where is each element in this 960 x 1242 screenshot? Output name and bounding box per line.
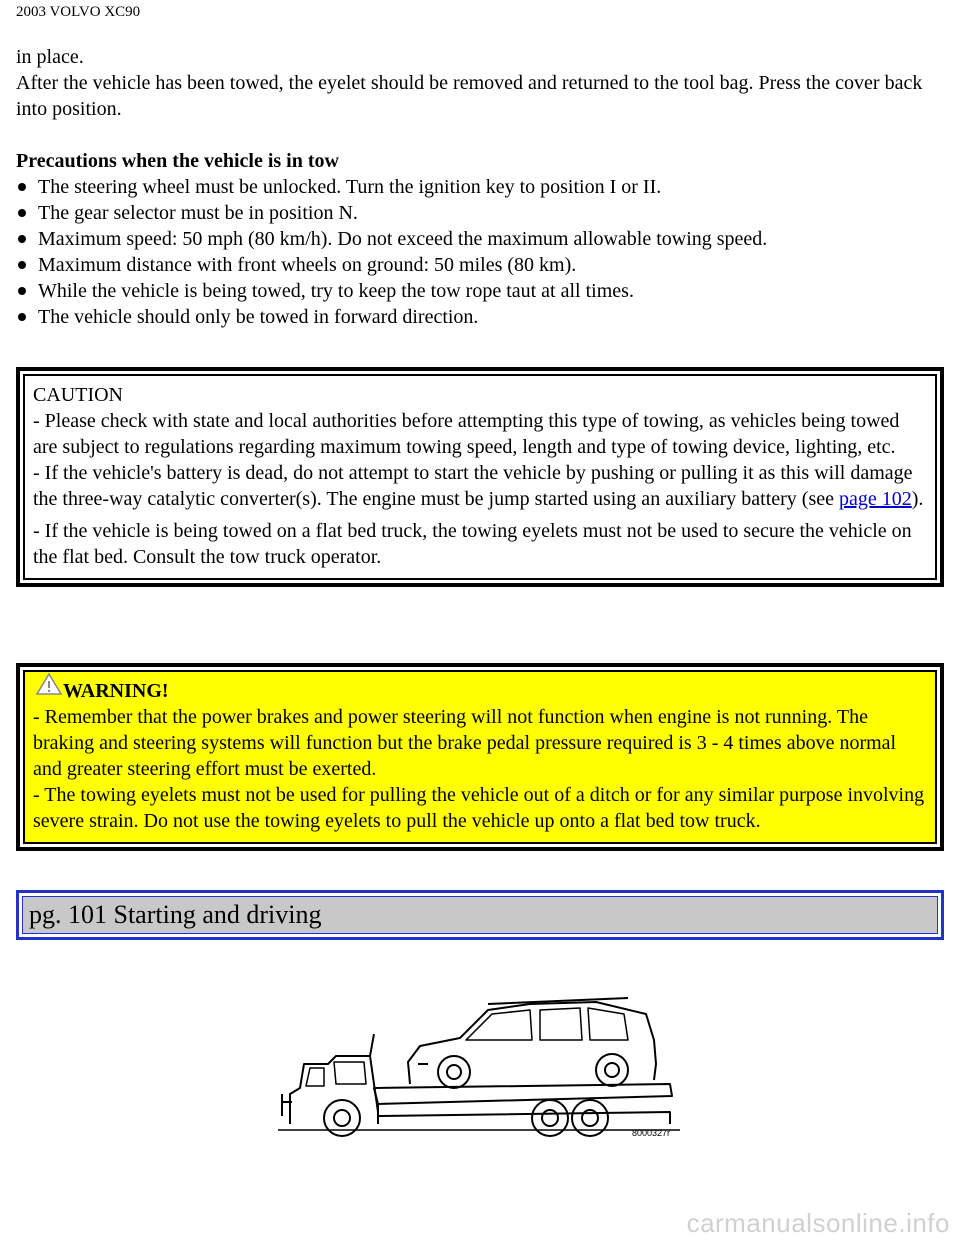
warning-paragraph-2: - The towing eyelets must not be used for pulling the vehicle out of a ditch or for any similar purpose involving severe strain. Do not use the towing eyelets to pull the vehicle up onto a flat bed tow truck. [33, 784, 925, 832]
list-item: While the vehicle is being towed, try to keep the tow rope taut at all times. [16, 278, 944, 304]
running-head: 2003 VOLVO XC90 [16, 4, 141, 20]
list-item: The gear selector must be in position N. [16, 200, 944, 226]
caution-title: CAUTION [33, 384, 123, 406]
page-102-link[interactable]: page 102 [839, 488, 912, 510]
figure-code: 8000327r [632, 1128, 671, 1138]
intro-line-2: After the vehicle has been towed, the eyelet should be removed and returned to the tool bag. Press the cover back into position. [16, 72, 923, 120]
caution-inner [23, 374, 937, 580]
caution-paragraph-3: - If the vehicle is being towed on a flat bed truck, the towing eyelets must not be used to secure the vehicle on the flat bed. Consult the tow truck operator. [33, 520, 912, 568]
precautions-list [16, 174, 944, 330]
intro-line-1: in place. [16, 46, 84, 68]
caution-paragraph-2 [33, 460, 927, 512]
warning-inner [23, 670, 937, 844]
page-section-header [16, 890, 944, 940]
watermark: carmanualsonline.info [686, 1208, 950, 1238]
warning-box [16, 663, 944, 851]
flatbed-tow-truck-illustration [278, 984, 680, 1144]
list-item: Maximum speed: 50 mph (80 km/h). Do not exceed the maximum allowable towing speed. [16, 226, 944, 252]
warning-triangle-icon [35, 672, 63, 696]
list-item: Maximum distance with front wheels on ground: 50 miles (80 km). [16, 252, 944, 278]
caution-box [16, 367, 944, 587]
warning-paragraph-1: - Remember that the power brakes and power steering will not function when engine is not running. The braking and steering systems will function but the brake pedal pressure required is 3 - 4 times above normal and greater steering effort must be exerted. [33, 706, 897, 780]
warning-title: WARNING! [63, 680, 169, 702]
precautions-heading: Precautions when the vehicle is in tow [16, 150, 339, 172]
warning-heading [33, 678, 927, 704]
list-item: The steering wheel must be unlocked. Turn the ignition key to position I or II. [16, 174, 944, 200]
page-section-title: pg. 101 Starting and driving [22, 896, 938, 934]
body-content [16, 44, 944, 330]
caution-paragraph-1: - Please check with state and local authorities before attempting this type of towing, as vehicles being towed are subject to regulations regarding maximum towing speed, length and type of towing device, lighting, etc. [33, 410, 900, 458]
caution-paragraph-2-text: - If the vehicle's battery is dead, do not attempt to start the vehicle by pushing or pulling it as this will damage the three-way catalytic converter(s). The engine must be jump started using an auxiliary battery (see [33, 462, 913, 510]
list-item: The vehicle should only be towed in forward direction. [16, 304, 944, 330]
caution-paragraph-2-end: ). [911, 488, 924, 510]
